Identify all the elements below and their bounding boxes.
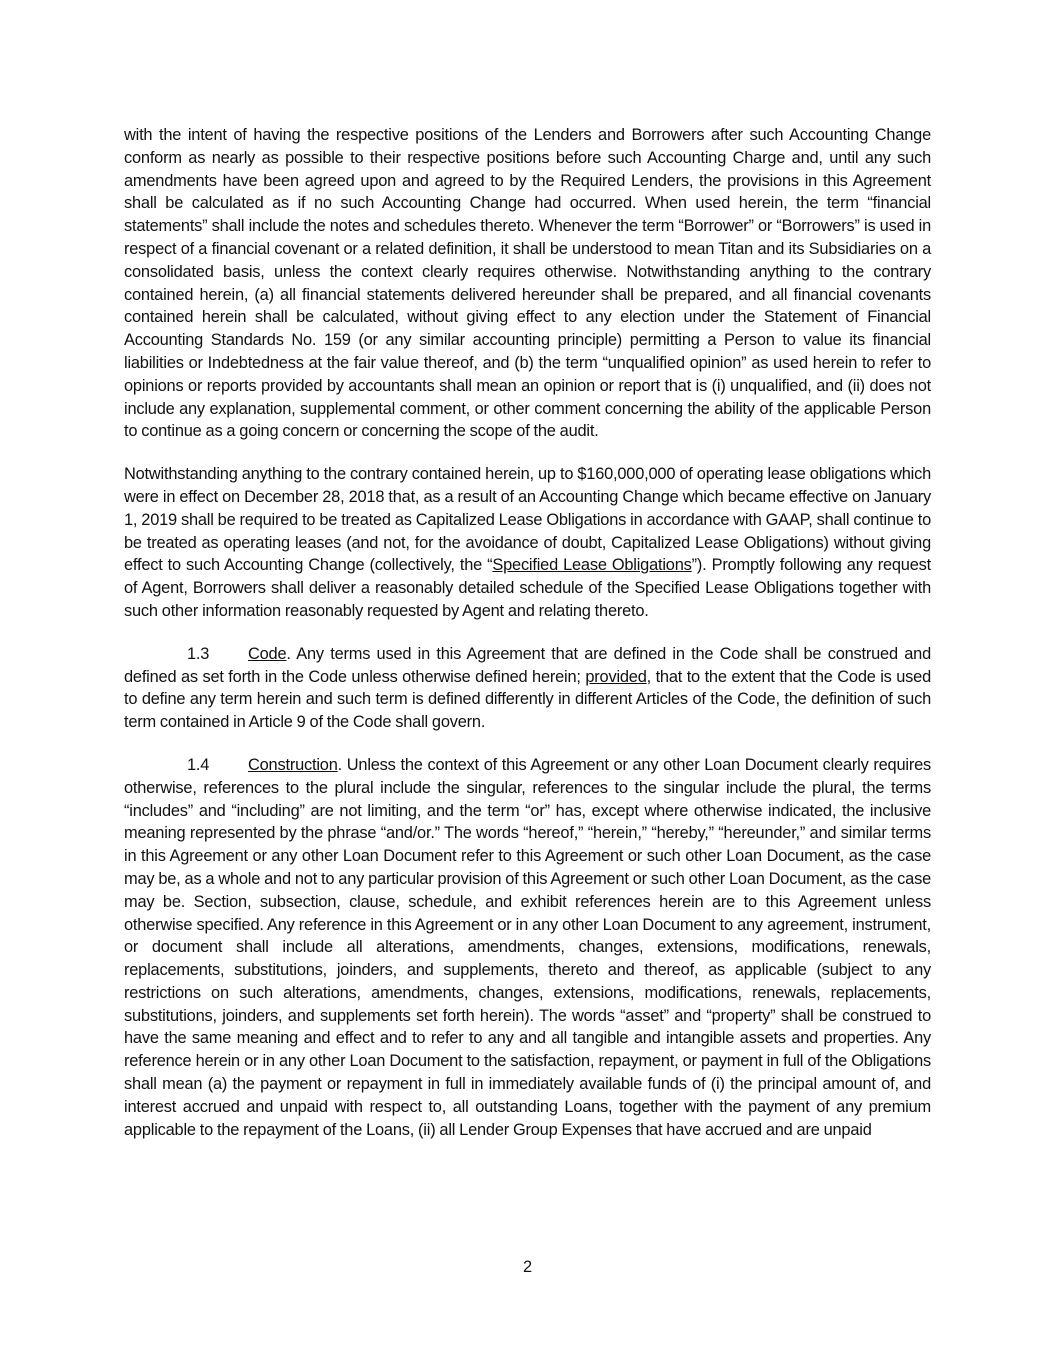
paragraph-text: Notwithstanding anything to the contrary contained herein, up to $160,000,000 of operating lease obligations which were in effect on December 28, 2018 that, as a result of an Accounting Change which became effective on January 1, 2019 shall be required to be treated as Capitalized Lease Obligations in accordance with GAAP, shall continue to be treated as operating leases (and not, for the avoidance of doubt, Capitalized Lease Obligations) without giving effect to such Accounting Change (collectively, the “ [124, 465, 931, 575]
section-number: 1.4 [187, 755, 210, 774]
page-number: 2 [522, 1258, 533, 1276]
section-text: , that to the extent that the Code is used to define any term herein and such term is defined differently in different Articles of the Code, the definition of such term contained in Article 9 of the Code shall govern. [124, 667, 932, 732]
section-number: 1.3 [187, 644, 210, 663]
paragraph-text: ”). Promptly following any request of Agent, Borrowers shall deliver a reasonably detailed schedule of the Specified Lease Obligations together with such other information reasonably requested by Agent and relating thereto. [124, 556, 931, 620]
paragraph-text: with the intent of having the respective positions of the Lenders and Borrowers after such Accounting Change conform as nearly as possible to their respective positions before such Accounting Charge and, until any such amendments have been agreed upon and agreed to by the Required Lenders, the provisions in this Agreement shall be calculated as if no such Accounting Change had occurred. When used herein, the term “financial statements” shall include the notes and schedules thereto. Whenever the term “Borrower” or “Borrowers” is used in respect of a financial covenant or a related definition, it shall be understood to mean Titan and its Subsidiaries on a consolidated basis, unless the context clearly requires otherwise. Notwithstanding anything to the contrary contained herein, (a) all financial statements delivered hereunder shall be prepared, and all financial covenants contained herein shall be calculated, without giving effect to any election under the Statement of Financial Accounting Standards No. 159 (or any similar accounting principle) permitting a Person to value its financial liabilities or Indebtedness at the fair value thereof, and (b) the term “unqualified opinion” as used herein to refer to opinions or reports provided by accountants shall mean an opinion or report that is (i) unqualified, and (ii) does not include any explanation, supplemental comment, or other comment concerning the ability of the applicable Person to continue as a going concern or concerning the scope of the audit. [124, 126, 931, 441]
section-heading-code: Code [248, 644, 287, 663]
section-heading-construction: Construction [248, 755, 338, 774]
paragraph-specified-lease-obligations [124, 463, 931, 623]
paragraph-accounting-change [124, 124, 931, 443]
provided-term: provided [585, 667, 647, 686]
section-1-3 [124, 643, 931, 734]
section-1-4 [124, 754, 931, 1142]
document-body [124, 124, 931, 1161]
defined-term-specified-lease-obligations: Specified Lease Obligations [492, 556, 692, 575]
section-text: . Any terms used in this Agreement that are defined in the Code shall be construed and defined as set forth in the Code unless otherwise defined herein; [124, 644, 931, 686]
section-text: . Unless the context of this Agreement or any other Loan Document clearly requires otherwise, references to the plural include the singular, references to the singular include the plural, the terms “includes” and “including” are not limiting, and the term “or” has, except where otherwise indicated, the inclusive meaning represented by the phrase “and/or.” The words “hereof,” “herein,” “hereby,” “hereunder,” and similar terms in this Agreement or any other Loan Document refer to this Agreement or such other Loan Document, as the case may be, as a whole and not to any particular provision of this Agreement or such other Loan Document, as the case may be. Section, subsection, clause, schedule, and exhibit references herein are to this Agreement unless otherwise specified. Any reference in this Agreement or in any other Loan Document to any agreement, instrument, or document shall include all alterations, amendments, changes, extensions, modifications, renewals, replacements, substitutions, joinders, and supplements, thereto and thereof, as applicable (subject to any restrictions on such alterations, amendments, changes, extensions, modifications, renewals, replacements, substitutions, joinders, and supplements set forth herein). The words “asset” and “property” shall be construed to have the same meaning and effect and to refer to any and all tangible and intangible assets and properties. Any reference herein or in any other Loan Document to the satisfaction, repayment, or payment in full of the Obligations shall mean (a) the payment or repayment in full in immediately available funds of (i) the principal amount of, and interest accrued and unpaid with respect to, all outstanding Loans, together with the payment of any premium applicable to the repayment of the Loans, (ii) all Lender Group Expenses that have accrued and are unpaid [124, 755, 931, 1139]
